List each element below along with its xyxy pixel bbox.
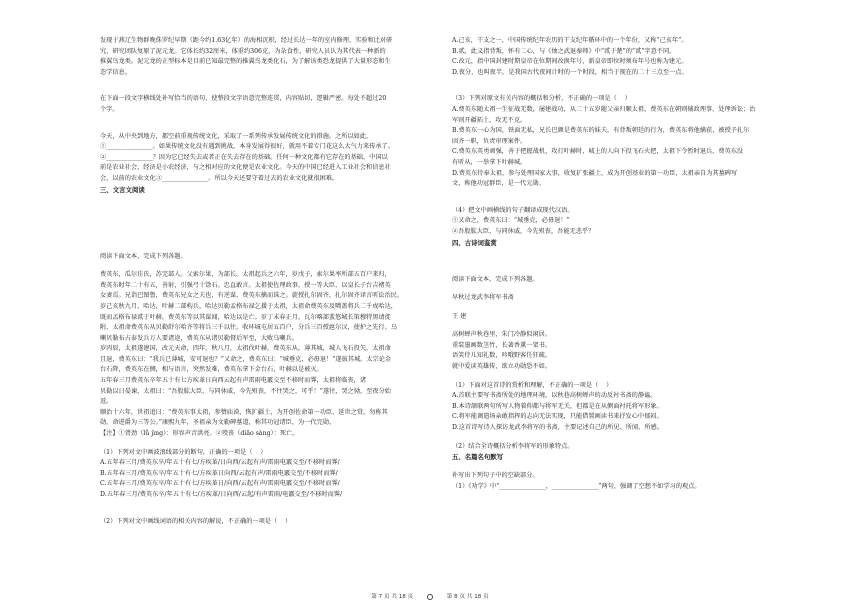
poem-line: 高树蝉声秋巷里，朱门冷静似闲居。 xyxy=(452,331,551,339)
section-title-dictation: 五、名篇名句默写 xyxy=(452,453,504,462)
poem-question-1-option: D.这首诗写诗人探访龙武李将军的书斋，主要记述自己的所见、所闻、所感。 xyxy=(452,424,663,432)
passage-line: ②_______________？因为它已经失去或者正在失去存在的基础。任何一种文化都有它存在的基础，中国以 xyxy=(100,153,388,161)
question-2-option: D.夜分，也叫夜半，是我国古代夜间计时的一个时段，相当于现在的二十三点至一点。 xyxy=(452,68,688,76)
question-4-stem: （4）把文中画横线的句子翻译成现代汉语。 xyxy=(452,206,574,214)
question-1-stem: （1）下列对文中画波浪线部分的断句，正确的一项是（ ） xyxy=(100,448,267,456)
classical-text-line: 岁己亥秋九月，哈达，叶赫二部构兵，哈达贝勒孟格布禄乞援于太祖，太祖命费英东及噶盖将兵二千戍哈达， xyxy=(100,302,397,310)
classical-text-line: 既而孟格布禄贰于叶赫，费英东等以其谋闻，哈达以是亡。岁丁未春正月，瓦尔喀部蜚悠城长策穆特黑请徙 xyxy=(100,313,391,321)
reading-prompt: 阅读下面文本，完成下列各题。 xyxy=(100,252,187,260)
passage-line: 会，以前的农业文化③_______________。所以今天还要守着过去的农业文化就很困难。 xyxy=(100,174,339,182)
question-3-option-line: D.费英东侍奉太祖，参与处理国家大事，收复扩张疆土，成为开创基业的第一功臣，太祖亲自为其墓碑写 xyxy=(452,169,738,177)
classical-text-line: 费英东，瓜尔佳氏，苏完部人。父索尔果，为部长。太祖起兵之六年，岁戊子，索尔果率所部五百户来归， xyxy=(100,271,391,279)
dictation-instruction: 补写出下列句子中的空缺部分。 xyxy=(452,472,539,480)
intro-line: 态学信息。 xyxy=(100,68,131,76)
poem-question-1-options xyxy=(452,391,830,433)
instruction-line: 在下面一段文字横线处补写恰当的语句，使整段文字语意完整连贯，内容贴切，逻辑严密。每处不超过20 xyxy=(100,95,387,103)
annotation-note: 【注】①膂劲（lǚ jìng）：形容声音洪亮。②殁丧（diāo sàng）：死亡。 xyxy=(100,430,299,438)
poem-question-2-stem: （2）结合全诗概括分析李将军的形象特点。 xyxy=(452,442,574,450)
passage-line: 前是农业社会，经济是小农经济，与之相对应的文化便是农业文化。今天的中国已经进入工业社会和信息社 xyxy=(100,164,391,172)
classical-text-line: 五年春三月费英东卒年五十有七方疾革日向西云起有声雷雨电霰交至不移时而霁，太祖将临丧，诸 xyxy=(100,377,367,385)
left-page-number: 第 7 页 共 18 页 xyxy=(371,594,414,600)
classical-text-line: 台石降，费英东在侧，相与语言，突然发难，费英东拿下金台石，叶赫以是被灭。 xyxy=(100,366,323,374)
question-1-option: A.五年春三月/费英东卒/年五十有七/方疾革/日向西/云起有声/雷雨电霰交至/不移时而霁/ xyxy=(100,459,340,467)
question-1-options xyxy=(100,458,416,500)
translation-sentence: ①又命之，费英东曰：“城垂克，必毋退！” xyxy=(452,217,570,225)
question-instruction xyxy=(100,94,416,115)
passage-line: ①_______________。如果传统文化没有遇到挑战，本身发展得很好，就用不着专门花这么大气力来传承了。 xyxy=(100,143,394,151)
classical-text xyxy=(100,270,416,429)
classical-text-line: 费英东时年二十有五，善射，引强弓十馀石。忠直敢言。太祖使佐理政事，授一等大臣，以皇长子台吉褚英 xyxy=(100,281,391,289)
poem-line: 重装墨画数茎竹，长著香薰一架书。 xyxy=(452,341,551,349)
dictation-question-1: （1）《劝学》中“_______________，_______________”两句，强调了空想不如学习的观点。 xyxy=(452,482,701,490)
classical-text-line: 且退，费英东曰：“我兵已薄城，安可退也？”又命之，费英东曰：“城垂克，必毋退！”遂拔其城。太宗论金 xyxy=(100,355,392,363)
intro-line: 推翼鸟龙类。泥元龙的正型标本是目前已知最完整的推翼鸟龙类化石，为了解该类恐龙提供了大量形态和生 xyxy=(100,58,391,66)
question-1-option: D.五年春三月/费英东卒/年五十有七/方疾革/日向西/云起/有声雷雨/电霰交至/不移时而霁/ xyxy=(100,491,343,498)
question-3-option-line: A.费英东随太祖一生征战无数，屡建战功，从二十五岁随父亲归顺太祖，费英东在朝则辅政理事，处理诉讼；治 xyxy=(452,105,756,113)
question-3-option-line: 文，称他功冠群臣，是一代元勋。 xyxy=(452,180,545,188)
question-2-option: C.改元，指中国封建时期皇帝在位期间改换年号，新皇帝即位时须布年号也称为建元。 xyxy=(452,58,688,66)
question-2-options xyxy=(452,36,830,78)
question-3-option-line: 有听从，一举拿下叶赫城。 xyxy=(452,158,527,166)
intro-line: 发现于燕辽生物群晚侏罗纪早期（距今约1.63亿年）的海相沉积，经过长达一年的室内修理、实验和比对研 xyxy=(100,37,393,44)
page-footer xyxy=(0,592,860,600)
classical-text-line: 顺治十六年，世祖追曰：“费英东事太祖，参赞庙谟，恢扩疆土，为开创佐命第一功臣，延世之赏，勿称其 xyxy=(100,408,388,416)
right-page xyxy=(430,0,860,608)
poem-title: 早秋过龙武李将军书斋 xyxy=(452,294,514,302)
right-page-number: 第 8 页 共 18 页 xyxy=(446,594,489,600)
intro-paragraph xyxy=(100,36,416,78)
instruction-line: 个字。 xyxy=(100,105,119,113)
poem-body xyxy=(452,330,830,372)
question-3-option-line: 军则开疆拓土，攻无不克。 xyxy=(452,116,527,124)
passage-line: 今天，从中央到地方，都空前重视传统文化，采取了一系列传承发展传统文化的措施。之所以如此， xyxy=(100,132,373,140)
poem-question-1-option: A.首联主要写书斋所处的地理环境，以秋巷高树蝉声的动反衬书斋的静谧。 xyxy=(452,392,657,400)
intro-line: 究，研究团队复原了泥元龙。它体长约32厘米，体重约306克，为杂食性，研究人员认为其代表一种新的 xyxy=(100,47,386,55)
passage-paragraph xyxy=(100,132,416,185)
question-2-option: A.己亥，干支之一，中国传统纪年农历的干支纪年循环中的一个年份，又称“己亥年”。 xyxy=(452,37,688,44)
classical-text-line: 返。 xyxy=(100,398,113,406)
poem-question-1-stem: （1）下面对这首诗的赏析和理解，不正确的一项是（ ） xyxy=(452,381,613,389)
question-1-option: C.五年春三月/费英东卒/年五十有七/方疾革日/向西/云起有声/雷雨电霰交至/不移时而霁/ xyxy=(100,480,340,488)
poem-question-1-option: B.本诗颔联两句所写人物着仰都与将军无关，但都是在从侧面衬托将军形象。 xyxy=(452,402,663,410)
poem-line: 语笑侍儿知礼数，吟哦野客任狂疏。 xyxy=(452,352,551,360)
classical-text-line: 附，太祖命费英东从贝勒舒尔哈齐等将兵三千以往。收环城屯居五百户，分兵三百授扈尔汉，使护之先行。乌 xyxy=(100,324,397,332)
translation-sentence: ②吾股肱大臣，与同休戚，今先殂丧，吾能无悲乎？ xyxy=(452,227,595,235)
question-2-option: B.贰，此义指背叛，怀有二心，与《烛之武退秦师》中“贰于楚”的“贰”字意不同。 xyxy=(452,47,676,55)
section-title-classical-chinese: 三、文言文阅读 xyxy=(100,185,145,194)
question-1-option: B.五年春三月/费英东卒/年五十有七/方疾革日向西/云起有声/雷雨电霰交至/不移时而霁/ xyxy=(100,469,338,477)
question-3-option-line: C.费英东英勇顽强，善于把握战机，攻打叶赫时，城上的人向下投飞石火把，太祖下令暂时退兵，费英东没 xyxy=(452,148,744,156)
question-3-options xyxy=(452,105,830,190)
classical-text-line: 岁丙辰，太祖遂建国，改元天命，四年，秋八月，太祖伐叶赫，费英东从，薄其城，城人飞石投矢，太祖命 xyxy=(100,345,391,353)
classical-text-line: 喇贝勒布占泰发兵万人要诸途，费英东从诸贝勒督后军至，大败乌喇兵。 xyxy=(100,334,298,342)
question-2-stem: （2）下列对文中画线词语的相关内容的解说，不正确的一项是（ ） xyxy=(100,517,292,525)
section-title-poetry: 四、古诗词鉴赏 xyxy=(452,238,497,247)
poem-line: 就中爱读英雄传，欲立功勋恐不如。 xyxy=(452,363,551,371)
classical-text-line: 贝勒以日晏谏，太祖曰：“吾股肱大臣，与同休戚，今先殂丧，不往哭之，可乎！”遂往，哭之恸，至夜分始 xyxy=(100,387,391,395)
poem-question-1-option: C.将军能调遣场亲敢指挥的志向无法实现，只能借置画读书来抒发心中郁闷。 xyxy=(452,413,663,421)
classical-text-line: 勋，命进爵为三等公。”康熙九年，圣祖亲为文勒碑墓道，称其功冠诸臣，为一代完勋。 xyxy=(100,419,336,427)
poem-reading-prompt: 阅读下面文本，完成下列各题。 xyxy=(452,275,539,283)
question-3-option-line: B.费英东一心为国，铁面无私，兄长巴颜是费英东的妹夫，有背叛朝廷的行为，费英东将他擒获，被授予扎尔 xyxy=(452,127,750,135)
question-4-sentences xyxy=(452,216,830,237)
poem-author: 王 建 xyxy=(452,312,467,320)
question-3-option-line: 固齐一职，负责审理案件。 xyxy=(452,137,527,145)
question-3-stem: （3）下列对原文有关内容的概括和分析，不正确的一项是（ ） xyxy=(452,95,631,103)
center-circle-icon xyxy=(427,594,433,600)
classical-text-line: 女妻焉。兄诣巴图鲁，费英东兄女之夫也，有逆谋，费英东擒而诛之。旋授扎尔固齐，扎尔固齐译言听讼治民。 xyxy=(100,292,404,300)
